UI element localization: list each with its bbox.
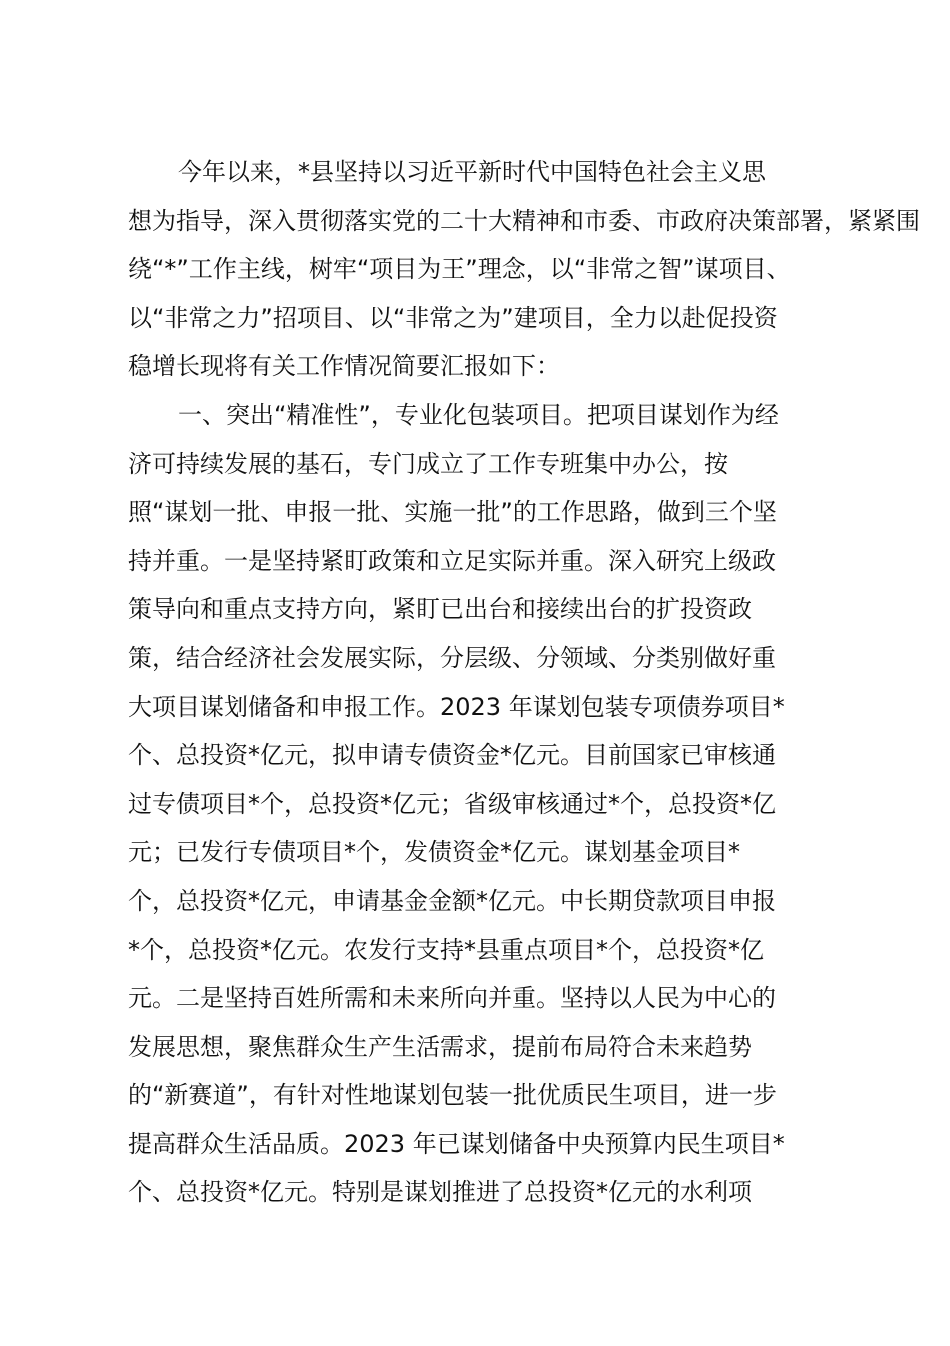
paragraph-line: 个，总投资*亿元，申请基金金额*亿元。中长期贷款项目申报 <box>128 886 776 915</box>
paragraph-line: 绕“*”工作主线，树牢“项目为王”理念，以“非常之智”谋项目、 <box>128 255 791 284</box>
paragraph-line: 今年以来，*县坚持以习近平新时代中国特色社会主义思 <box>178 158 766 186</box>
paragraph-line: 策导向和重点支持方向，紧盯已出台和接续出台的扩投资政 <box>128 595 752 624</box>
document-body <box>128 148 918 1217</box>
paragraph-line: 元；已发行专债项目*个，发债资金*亿元。谋划基金项目* <box>128 838 740 867</box>
paragraph-line: 持并重。一是坚持紧盯政策和立足实际并重。深入研究上级政 <box>128 546 776 575</box>
paragraph-line: 元。二是坚持百姓所需和未来所向并重。坚持以人民为中心的 <box>128 984 776 1013</box>
paragraph-line: 个、总投资*亿元。特别是谋划推进了总投资*亿元的水利项 <box>128 1178 752 1207</box>
section-heading-line: 一、突出“精准性”，专业化包装项目。把项目谋划作为经 <box>178 400 779 429</box>
paragraph-line: 以“非常之力”招项目、以“非常之为”建项目，全力以赴促投资 <box>128 303 778 332</box>
paragraph-line: 个、总投资*亿元，拟申请专债资金*亿元。目前国家已审核通 <box>128 741 776 770</box>
paragraph-line: 济可持续发展的基石，专门成立了工作专班集中办公，按 <box>128 449 728 478</box>
paragraph-line: 过专债项目*个，总投资*亿元；省级审核通过*个，总投资*亿 <box>128 789 776 818</box>
paragraph-line: 策，结合经济社会发展实际，分层级、分领域、分类别做好重 <box>128 643 776 672</box>
paragraph-line: 大项目谋划储备和申报工作。2023 年谋划包装专项债券项目* <box>128 692 785 721</box>
paragraph-line: *个，总投资*亿元。农发行支持*县重点项目*个，总投资*亿 <box>128 935 764 964</box>
paragraph-line: 发展思想，聚焦群众生产生活需求，提前布局符合未来趋势 <box>128 1032 752 1061</box>
paragraph-line: 照“谋划一批、申报一批、实施一批”的工作思路，做到三个坚 <box>128 498 777 527</box>
paragraph-line: 想为指导，深入贯彻落实党的二十大精神和市委、市政府决策部署，紧紧围 <box>128 206 920 235</box>
paragraph-line: 的“新赛道”，有针对性地谋划包装一批优质民生项目，进一步 <box>128 1081 777 1110</box>
paragraph-line: 提高群众生活品质。2023 年已谋划储备中央预算内民生项目* <box>128 1129 785 1158</box>
paragraph-line: 稳增长现将有关工作情况简要汇报如下： <box>128 352 560 381</box>
